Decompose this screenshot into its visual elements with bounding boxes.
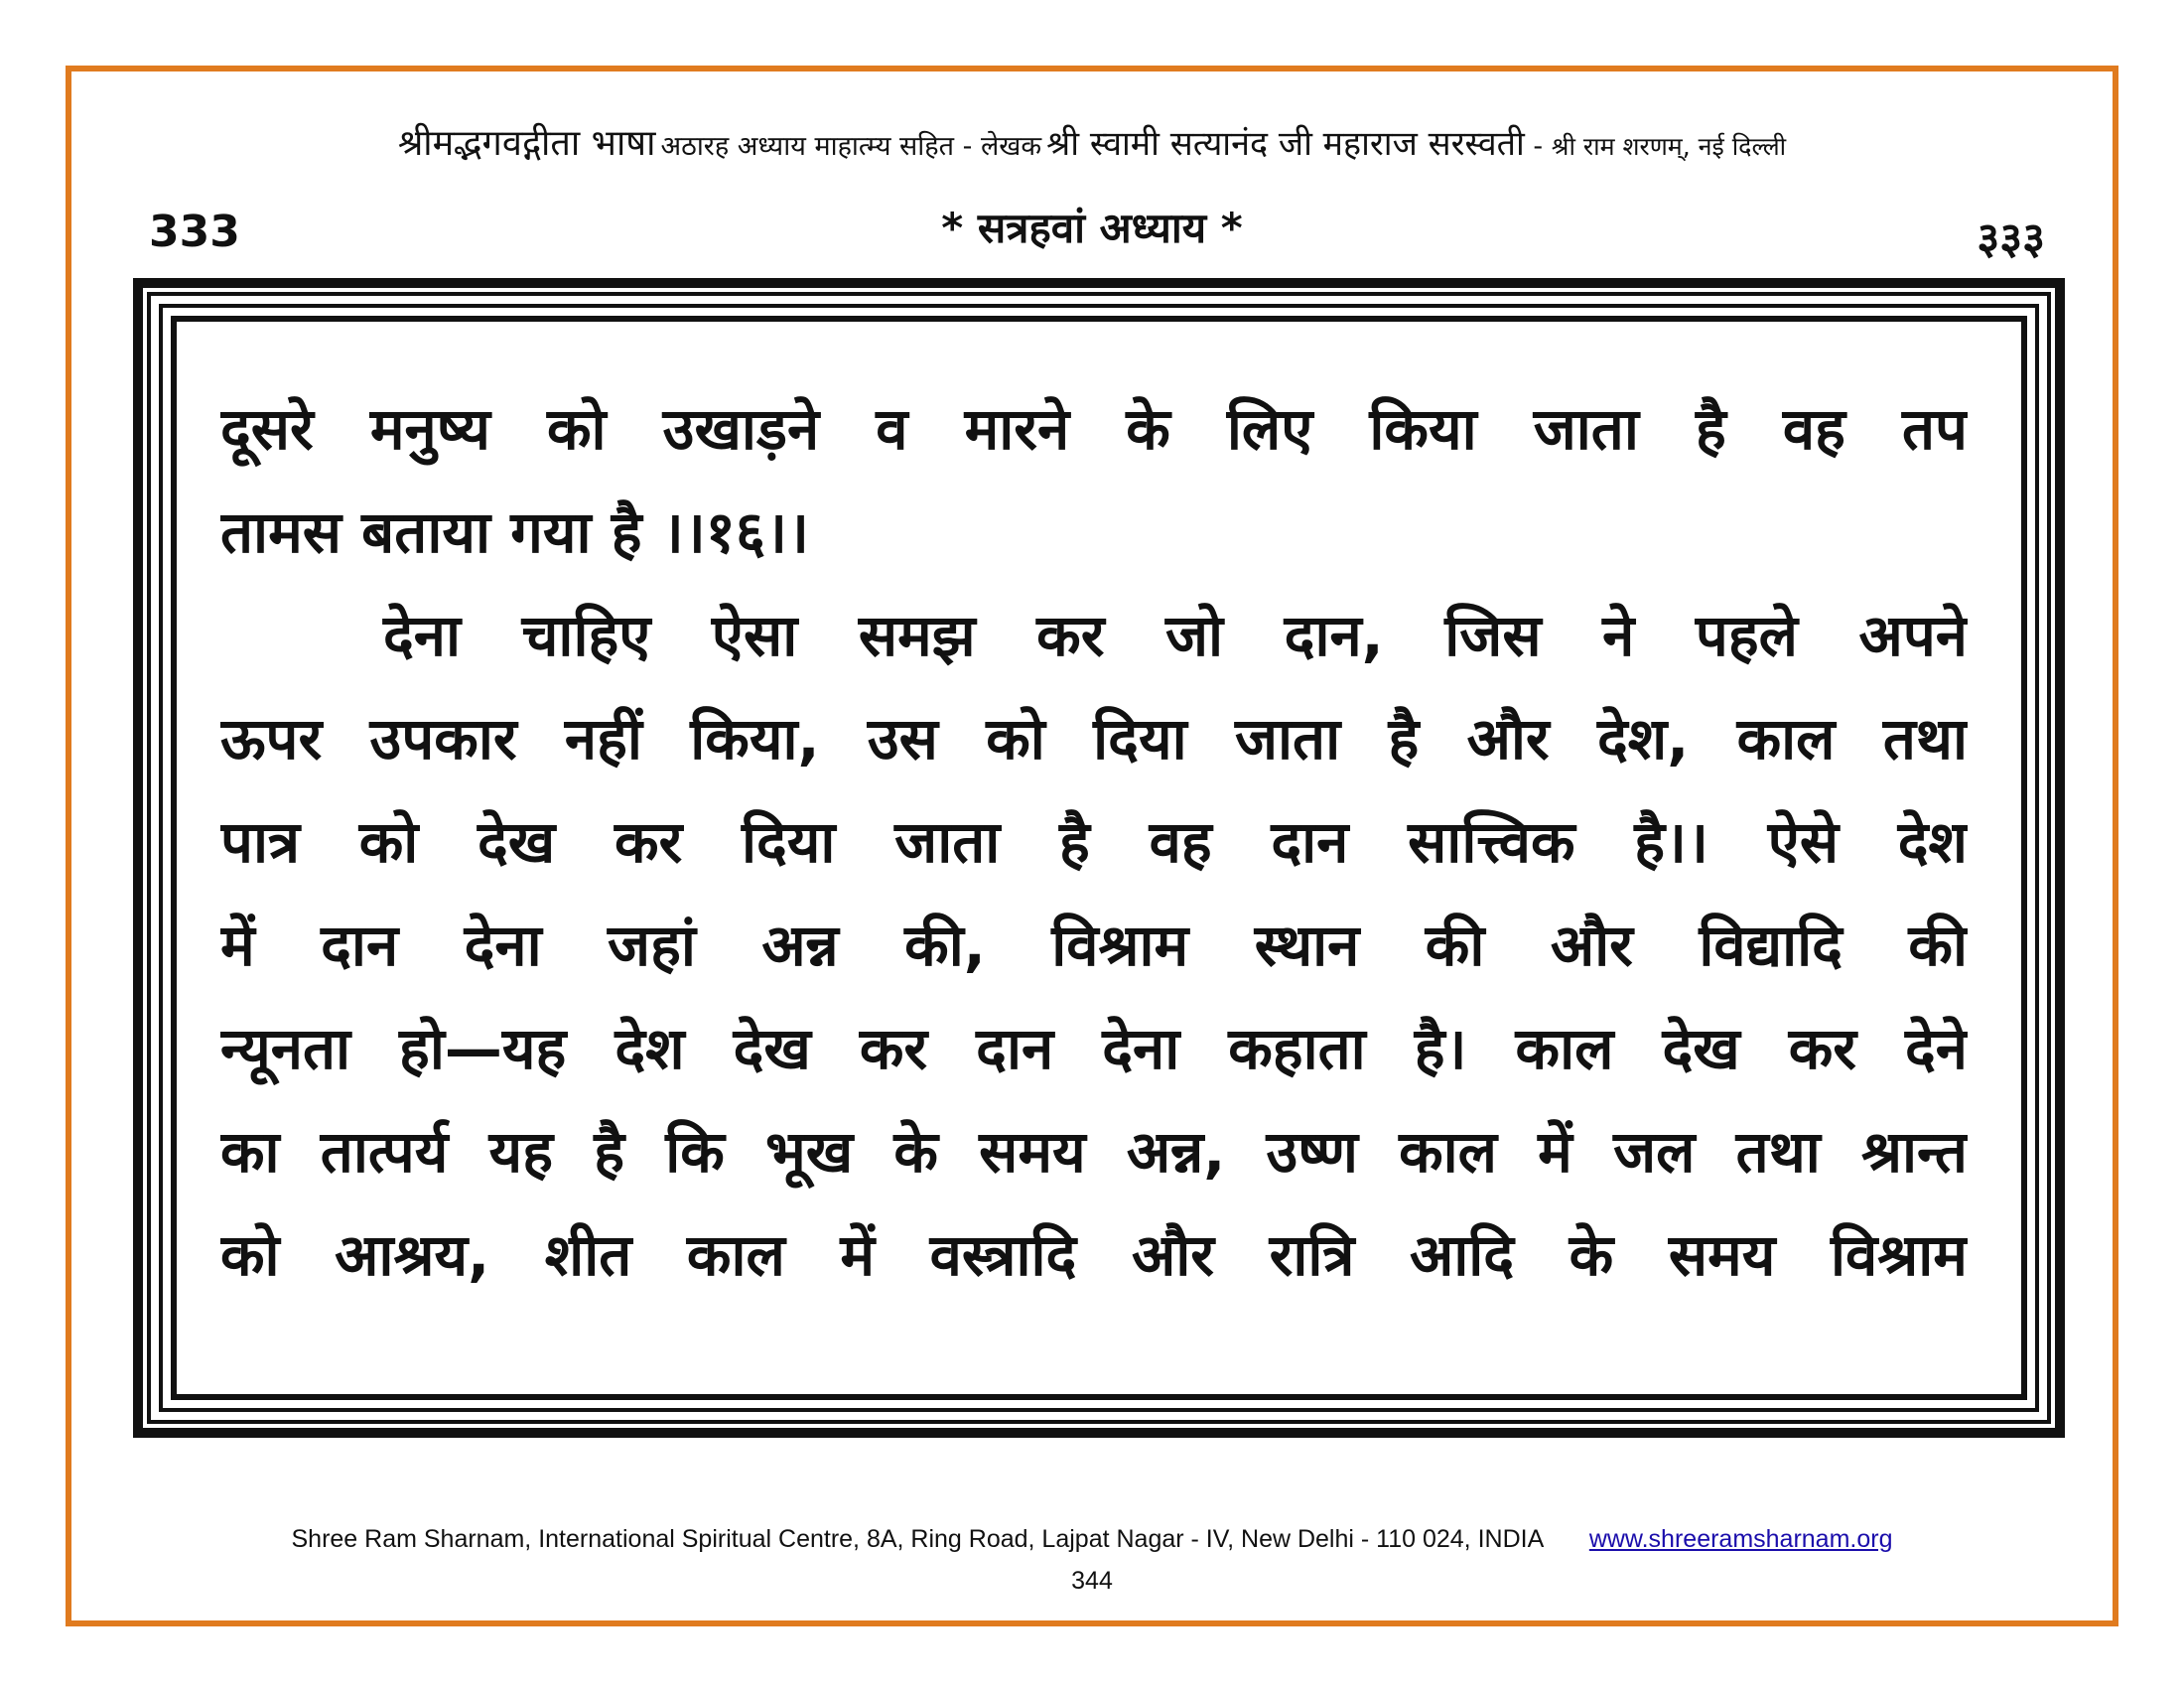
text-line: तामस बताया गया है ।।१६।। (220, 498, 809, 566)
text-line: न्यूनता हो—यह देश देख कर दान देना कहाता है। काल देख कर देने (220, 1015, 1968, 1082)
text-line: ऊपर उपकार नहीं किया, उस को दिया जाता है और देश, काल तथा (220, 705, 1968, 773)
footer-address: Shree Ram Sharnam, International Spiritual Centre, 8A, Ring Road, Lajpat Nagar - IV, New Delhi - 110 024, INDIA (291, 1525, 1543, 1553)
scripture-text (220, 377, 1968, 1307)
text-line: पात्र को देख कर दिया जाता है वह दान सात्त्विक है।। ऐसे देश (220, 808, 1968, 876)
text-line: को आश्रय, शीत काल में वस्त्रादि और रात्रि आदि के समय विश्राम (220, 1221, 1968, 1289)
publisher-name: श्री राम शरणम्, नई दिल्ली (1551, 132, 1787, 161)
footer (99, 1525, 2085, 1554)
text-line: का तात्पर्य यह है कि भूख के समय अन्न, उष्ण काल में जल तथा श्रान्त (220, 1118, 1968, 1186)
page-number-right: ३३३ (1977, 213, 2045, 264)
author-name: श्री स्वामी सत्यानंद जी महाराज सरस्वती (1046, 124, 1525, 164)
text-line: दूसरे मनुष्य को उखाड़ने व मारने के लिए किया जाता है वह तप (220, 395, 1968, 463)
website-link[interactable]: www.shreeramsharnam.org (1588, 1525, 1893, 1553)
text-line: देना चाहिए ऐसा समझ कर जो दान, जिस ने पहले अपने (383, 602, 1968, 669)
pdf-page-number: 344 (1071, 1567, 1113, 1595)
chapter-title: * सत्रहवां अध्याय * (941, 204, 1243, 252)
text-line: में दान देना जहां अन्न की, विश्राम स्थान की और विद्यादि की (220, 912, 1968, 979)
running-header (99, 117, 2085, 166)
book-title: श्रीमद्भगवद्गीता भाषा (397, 123, 656, 164)
page-number-left: 333 (149, 207, 240, 257)
header-separator: - (1524, 131, 1552, 162)
book-subtitle: अठारह अध्याय माहात्म्य सहित - लेखक (660, 131, 1042, 162)
